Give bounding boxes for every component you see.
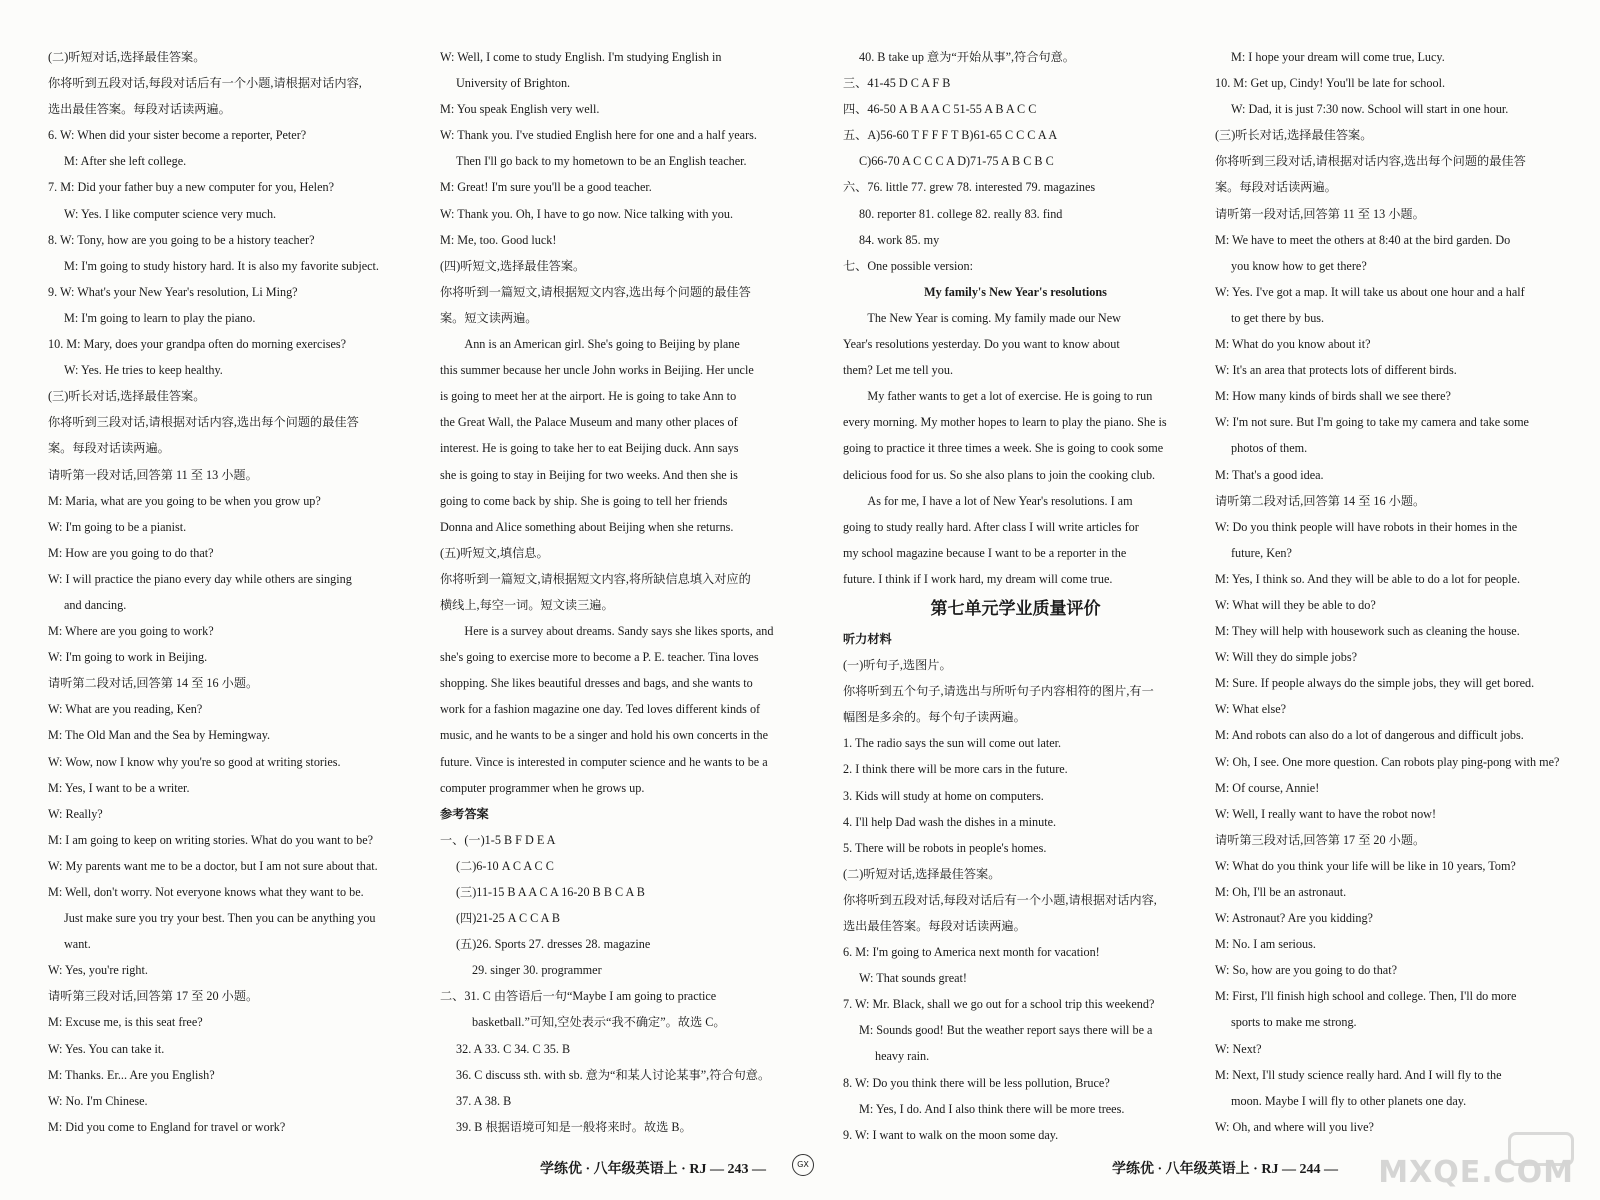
text-line: (三)11-15 B A A C A 16-20 B B C A B: [456, 885, 645, 899]
text-line: Year's resolutions yesterday. Do you want to know about: [843, 337, 1120, 352]
text-line: M: How many kinds of birds shall we see there?: [1215, 389, 1451, 404]
text-line: M: Where are you going to work?: [48, 624, 214, 639]
text-line: M: They will help with housework such as cleaning the house.: [1215, 624, 1520, 639]
text-line: future. I think if I work hard, my dream will come true.: [843, 571, 1113, 586]
text-line: 84. work 85. my: [859, 232, 940, 247]
text-line: the Great Wall, the Palace Museum and many other places of: [440, 415, 738, 430]
text-line: M: Oh, I'll be an astronaut.: [1215, 885, 1347, 899]
column-3: [843, 44, 1188, 1148]
text-line: 二、31. C 由答语后一句“Maybe I am going to practice: [440, 989, 717, 1004]
text-line: W: What do you think your life will be like in 10 years, Tom?: [1215, 858, 1516, 873]
text-line: interest. He is going to take her to eat Beijing duck. Ann says: [440, 441, 739, 456]
text-line: 1. The radio says the sun will come out later.: [843, 736, 1062, 751]
text-line: M: You speak English very well.: [440, 102, 600, 117]
text-line: you know how to get there?: [1231, 258, 1367, 273]
text-line: M: Sure. If people always do the simple jobs, they will get bored.: [1215, 676, 1535, 691]
column-1: [48, 44, 410, 1140]
text-line: 2. I think there will be more cars in the future.: [843, 762, 1068, 777]
text-line: M: I'm going to learn to play the piano.: [64, 310, 256, 325]
text-line: W: Really?: [48, 806, 103, 821]
text-line: 横线上,每空一词。短文读三遍。: [440, 597, 614, 612]
column-2: [440, 44, 807, 1140]
text-line: M: Of course, Annie!: [1215, 780, 1320, 795]
text-line: Then I'll go back to my hometown to be an English teacher.: [456, 154, 747, 169]
text-line: W: I will practice the piano every day while others are singing: [48, 571, 352, 586]
text-line: 你将听到一篇短文,请根据短文内容,选出每个问题的最佳答: [440, 284, 751, 299]
text-line: 六、76. little 77. grew 78. interested 79. magazines: [843, 180, 1096, 195]
text-line: Here is a survey about dreams. Sandy says she likes sports, and: [464, 624, 774, 639]
text-line: M: That's a good idea.: [1215, 467, 1324, 482]
text-line: 6. M: I'm going to America next month for vacation!: [843, 945, 1100, 960]
text-line: C)66-70 A C C C A D)71-75 A B C B C: [859, 154, 1054, 169]
text-line: 幅图是多余的。每个句子读两遍。: [843, 710, 1026, 725]
text-line: M: I'm going to study history hard. It is also my favorite subject.: [64, 258, 379, 273]
text-line: 32. A 33. C 34. C 35. B: [456, 1041, 571, 1056]
text-line: 请听第二段对话,回答第 14 至 16 小题。: [1215, 493, 1426, 508]
page-mark-badge: GX: [792, 1154, 814, 1176]
text-line: M: Next, I'll study science really hard. And I will fly to the: [1215, 1067, 1502, 1082]
text-line: and dancing.: [64, 597, 127, 612]
text-line: 七、One possible version:: [843, 258, 973, 273]
text-line: 请听第三段对话,回答第 17 至 20 小题。: [48, 989, 259, 1004]
text-line: As for me, I have a lot of New Year's resolutions. I am: [867, 493, 1133, 508]
text-line: 7. M: Did your father buy a new computer for you, Helen?: [48, 180, 334, 195]
text-line: W: Next?: [1215, 1041, 1262, 1056]
text-line: W: It's an area that protects lots of different birds.: [1215, 363, 1457, 378]
text-line: 请听第二段对话,回答第 14 至 16 小题。: [48, 676, 259, 691]
text-line: (五)26. Sports 27. dresses 28. magazine: [456, 937, 651, 952]
text-line: 29. singer 30. programmer: [472, 963, 602, 978]
text-line: W: Yes, you're right.: [48, 963, 148, 978]
text-line: W: My parents want me to be a doctor, but I am not sure about that.: [48, 858, 378, 873]
text-line: computer programmer when he grows up.: [440, 780, 645, 795]
text-line: M: Sounds good! But the weather report says there will be a: [859, 1023, 1153, 1038]
text-line: M: Yes, I do. And I also think there will be more trees.: [859, 1101, 1125, 1116]
text-line: my school magazine because I want to be a reporter in the: [843, 545, 1127, 560]
text-line: W: Well, I come to study English. I'm studying English in: [440, 50, 722, 64]
text-line: W: What are you reading, Ken?: [48, 702, 203, 717]
text-line: 36. C discuss sth. with sb. 意为“和某人讨论某事”,符合句意。: [456, 1067, 771, 1082]
text-line: W: Thank you. Oh, I have to go now. Nice talking with you.: [440, 206, 734, 221]
text-line: W: Yes. I've got a map. It will take us about one hour and a half: [1215, 284, 1525, 299]
text-line: W: Astronaut? Are you kidding?: [1215, 911, 1373, 926]
text-line: (二)听短对话,选择最佳答案。: [48, 50, 206, 64]
text-line: (五)听短文,填信息。: [440, 545, 549, 560]
footer-left-page: 学练优 · 八年级英语上 · RJ — 243 —: [540, 1162, 766, 1177]
text-line: 你将听到三段对话,请根据对话内容,选出每个问题的最佳答: [48, 415, 359, 430]
text-line: (四)21-25 A C C A B: [456, 911, 560, 926]
text-line: 参考答案: [440, 806, 489, 821]
text-line: going to come back by ship. She is going to tell her friends: [440, 493, 728, 508]
text-line: is going to meet her at the airport. He is going to take Ann to: [440, 389, 737, 404]
text-line: Ann is an American girl. She's going to Beijing by plane: [464, 337, 740, 352]
text-line: W: Yes. He tries to keep healthy.: [64, 363, 223, 378]
text-line: 4. I'll help Dad wash the dishes in a minute.: [843, 814, 1057, 829]
text-line: W: What will they be able to do?: [1215, 597, 1376, 612]
text-line: 听力材料: [843, 631, 892, 646]
text-line: M: Thanks. Er... Are you English?: [48, 1067, 215, 1082]
text-line: M: First, I'll finish high school and college. Then, I'll do more: [1215, 989, 1517, 1004]
text-line: M: After she left college.: [64, 154, 187, 169]
text-line: 10. M: Mary, does your grandpa often do morning exercises?: [48, 337, 347, 352]
text-line: 你将听到一篇短文,请根据短文内容,将所缺信息填入对应的: [440, 571, 751, 586]
text-line: Just make sure you try your best. Then you can be anything you: [64, 911, 376, 926]
text-line: 3. Kids will study at home on computers.: [843, 788, 1044, 803]
text-line: W: Oh, and where will you live?: [1215, 1119, 1374, 1134]
text-line: 9. W: I want to walk on the moon some day.: [843, 1127, 1059, 1142]
text-line: going to study really hard. After class I will write articles for: [843, 519, 1139, 534]
text-line: W: No. I'm Chinese.: [48, 1093, 148, 1108]
text-line: 你将听到三段对话,请根据对话内容,选出每个问题的最佳答: [1215, 154, 1526, 169]
text-line: 你将听到五段对话,每段对话后有一个小题,请根据对话内容,: [48, 76, 362, 91]
text-line: 7. W: Mr. Black, shall we go out for a school trip this weekend?: [843, 997, 1155, 1012]
text-line: 9. W: What's your New Year's resolution, Li Ming?: [48, 284, 298, 299]
text-line: going to practice it three times a week. She is going to cook some: [843, 441, 1164, 456]
text-line: M: Well, don't worry. Not everyone knows what they want to be.: [48, 885, 364, 899]
text-line: M: We have to meet the others at 8:40 at the bird garden. Do: [1215, 232, 1511, 247]
text-line: 案。每段对话读两遍。: [1215, 180, 1337, 195]
column-4: [1215, 44, 1575, 1140]
text-line: M: No. I am serious.: [1215, 937, 1316, 952]
text-line: 请听第三段对话,回答第 17 至 20 小题。: [1215, 832, 1426, 847]
text-line: moon. Maybe I will fly to other planets one day.: [1231, 1093, 1467, 1108]
text-line: M: Yes, I think so. And they will be able to do a lot for people.: [1215, 571, 1520, 586]
text-line: M: Me, too. Good luck!: [440, 232, 557, 247]
text-line: University of Brighton.: [456, 76, 571, 91]
text-line: 请听第一段对话,回答第 11 至 13 小题。: [1215, 206, 1425, 221]
text-line: W: Dad, it is just 7:30 now. School will start in one hour.: [1231, 102, 1509, 117]
text-line: M: Maria, what are you going to be when you grow up?: [48, 493, 321, 508]
text-line: M: Did you come to England for travel or work?: [48, 1119, 286, 1134]
text-line: 四、46-50 A B A A C 51-55 A B A C C: [843, 102, 1037, 117]
text-line: M: The Old Man and the Sea by Hemingway.: [48, 728, 271, 743]
text-line: future, Ken?: [1231, 545, 1292, 560]
text-line: shopping. She likes beautiful dresses and bags, and she wants to: [440, 676, 753, 691]
text-line: W: Do you think people will have robots in their homes in the: [1215, 519, 1518, 534]
text-line: (四)听短文,选择最佳答案。: [440, 258, 586, 273]
text-line: want.: [64, 937, 91, 952]
text-line: W: I'm going to be a pianist.: [48, 519, 187, 534]
text-line: 你将听到五个句子,请选出与所听句子内容相符的图片,有一: [843, 684, 1154, 699]
text-line: M: How are you going to do that?: [48, 545, 214, 560]
text-line: sports to make me strong.: [1231, 1015, 1357, 1030]
text-line: 39. B 根据语境可知是一般将来时。故选 B。: [456, 1119, 692, 1134]
text-line: W: Yes. You can take it.: [48, 1041, 165, 1056]
text-line: 选出最佳答案。每段对话读两遍。: [843, 919, 1026, 933]
text-line: (三)听长对话,选择最佳答案。: [48, 389, 206, 404]
text-line: (一)听句子,选图片。: [843, 658, 952, 673]
text-line: every morning. My mother hopes to learn to play the piano. She is: [843, 415, 1167, 430]
text-line: The New Year is coming. My family made our New: [867, 310, 1121, 325]
text-line: W: Well, I really want to have the robot now!: [1215, 806, 1437, 821]
text-line: 8. W: Do you think there will be less pollution, Bruce?: [843, 1075, 1110, 1090]
text-line: W: Wow, now I know why you're so good at writing stories.: [48, 754, 341, 769]
text-line: W: That sounds great!: [859, 971, 967, 986]
text-line: photos of them.: [1231, 441, 1308, 456]
text-line: heavy rain.: [875, 1049, 930, 1064]
text-line: M: And robots can also do a lot of dangerous and difficult jobs.: [1215, 728, 1524, 743]
text-line: W: Yes. I like computer science very much.: [64, 206, 277, 221]
text-line: 选出最佳答案。每段对话读两遍。: [48, 102, 231, 117]
text-line: M: Yes, I want to be a writer.: [48, 780, 190, 795]
text-line: M: Excuse me, is this seat free?: [48, 1015, 203, 1030]
text-line: 80. reporter 81. college 82. really 83. find: [859, 206, 1063, 221]
text-line: W: What else?: [1215, 702, 1287, 717]
text-line: My father wants to get a lot of exercise. He is going to run: [867, 389, 1153, 404]
text-line: 10. M: Get up, Cindy! You'll be late for school.: [1215, 76, 1446, 91]
text-line: work for a fashion magazine one day. Ted loves different kinds of: [440, 702, 761, 717]
text-line: 8. W: Tony, how are you going to be a history teacher?: [48, 232, 315, 247]
watermark-logo: [1378, 1132, 1582, 1194]
text-line: she is going to stay in Beijing for two weeks. And then she is: [440, 467, 738, 482]
text-line: future. Vince is interested in computer science and he wants to be a: [440, 754, 768, 769]
text-line: 40. B take up 意为“开始从事”,符合句意。: [859, 50, 1075, 64]
text-line: 三、41-45 D C A F B: [843, 76, 951, 91]
text-line: M: I am going to keep on writing stories. What do you want to be?: [48, 832, 374, 847]
text-line: 5. There will be robots in people's homes.: [843, 840, 1047, 855]
text-line: W: I'm not sure. But I'm going to take my camera and take some: [1215, 415, 1529, 430]
text-line: W: Will they do simple jobs?: [1215, 650, 1358, 665]
text-line: to get there by bus.: [1231, 310, 1325, 325]
text-line: (二)听短对话,选择最佳答案。: [843, 866, 1001, 881]
text-line: 你将听到五段对话,每段对话后有一个小题,请根据对话内容,: [843, 892, 1157, 907]
text-line: music, and he wants to be a singer and hold his own concerts in the: [440, 728, 768, 743]
text-line: Donna and Alice something about Beijing when she returns.: [440, 519, 734, 534]
text-line: 37. A 38. B: [456, 1093, 512, 1108]
text-line: 案。短文读两遍。: [440, 310, 538, 325]
text-line: 请听第一段对话,回答第 11 至 13 小题。: [48, 467, 258, 482]
text-line: 一、(一)1-5 B F D E A: [440, 832, 556, 847]
footer-right-page: 学练优 · 八年级英语上 · RJ — 244 —: [1112, 1162, 1338, 1177]
text-line: 五、A)56-60 T F F F T B)61-65 C C C A A: [843, 128, 1058, 143]
text-line: she's going to exercise more to become a P. E. teacher. Tina loves: [440, 650, 759, 665]
text-line: 案。每段对话读两遍。: [48, 441, 170, 456]
text-line: W: I'm going to work in Beijing.: [48, 650, 208, 665]
watermark-text: MXQE.COM: [1378, 1155, 1574, 1190]
text-line: M: Great! I'm sure you'll be a good teacher.: [440, 180, 652, 195]
text-line: W: So, how are you going to do that?: [1215, 963, 1397, 978]
text-line: (三)听长对话,选择最佳答案。: [1215, 128, 1373, 143]
text-line: M: I hope your dream will come true, Lucy.: [1231, 50, 1445, 64]
text-line: 6. W: When did your sister become a reporter, Peter?: [48, 128, 307, 143]
text-line: delicious food for us. So she also plans to join the cooking club.: [843, 467, 1156, 482]
text-line: this summer because her uncle John works in Beijing. Her uncle: [440, 363, 754, 378]
text-line: M: What do you know about it?: [1215, 337, 1371, 352]
text-line: My family's New Year's resolutions: [924, 284, 1107, 299]
text-line: them? Let me tell you.: [843, 363, 953, 378]
text-line: (二)6-10 A C A C C: [456, 858, 554, 873]
text-line: basketball.”可知,空处表示“我不确定”。故选 C。: [472, 1015, 726, 1030]
text-line: W: Oh, I see. One more question. Can robots play ping-pong with me?: [1215, 754, 1560, 769]
text-line: W: Thank you. I've studied English here for one and a half years.: [440, 128, 757, 143]
text-line: 第七单元学业质量评价: [930, 598, 1101, 618]
